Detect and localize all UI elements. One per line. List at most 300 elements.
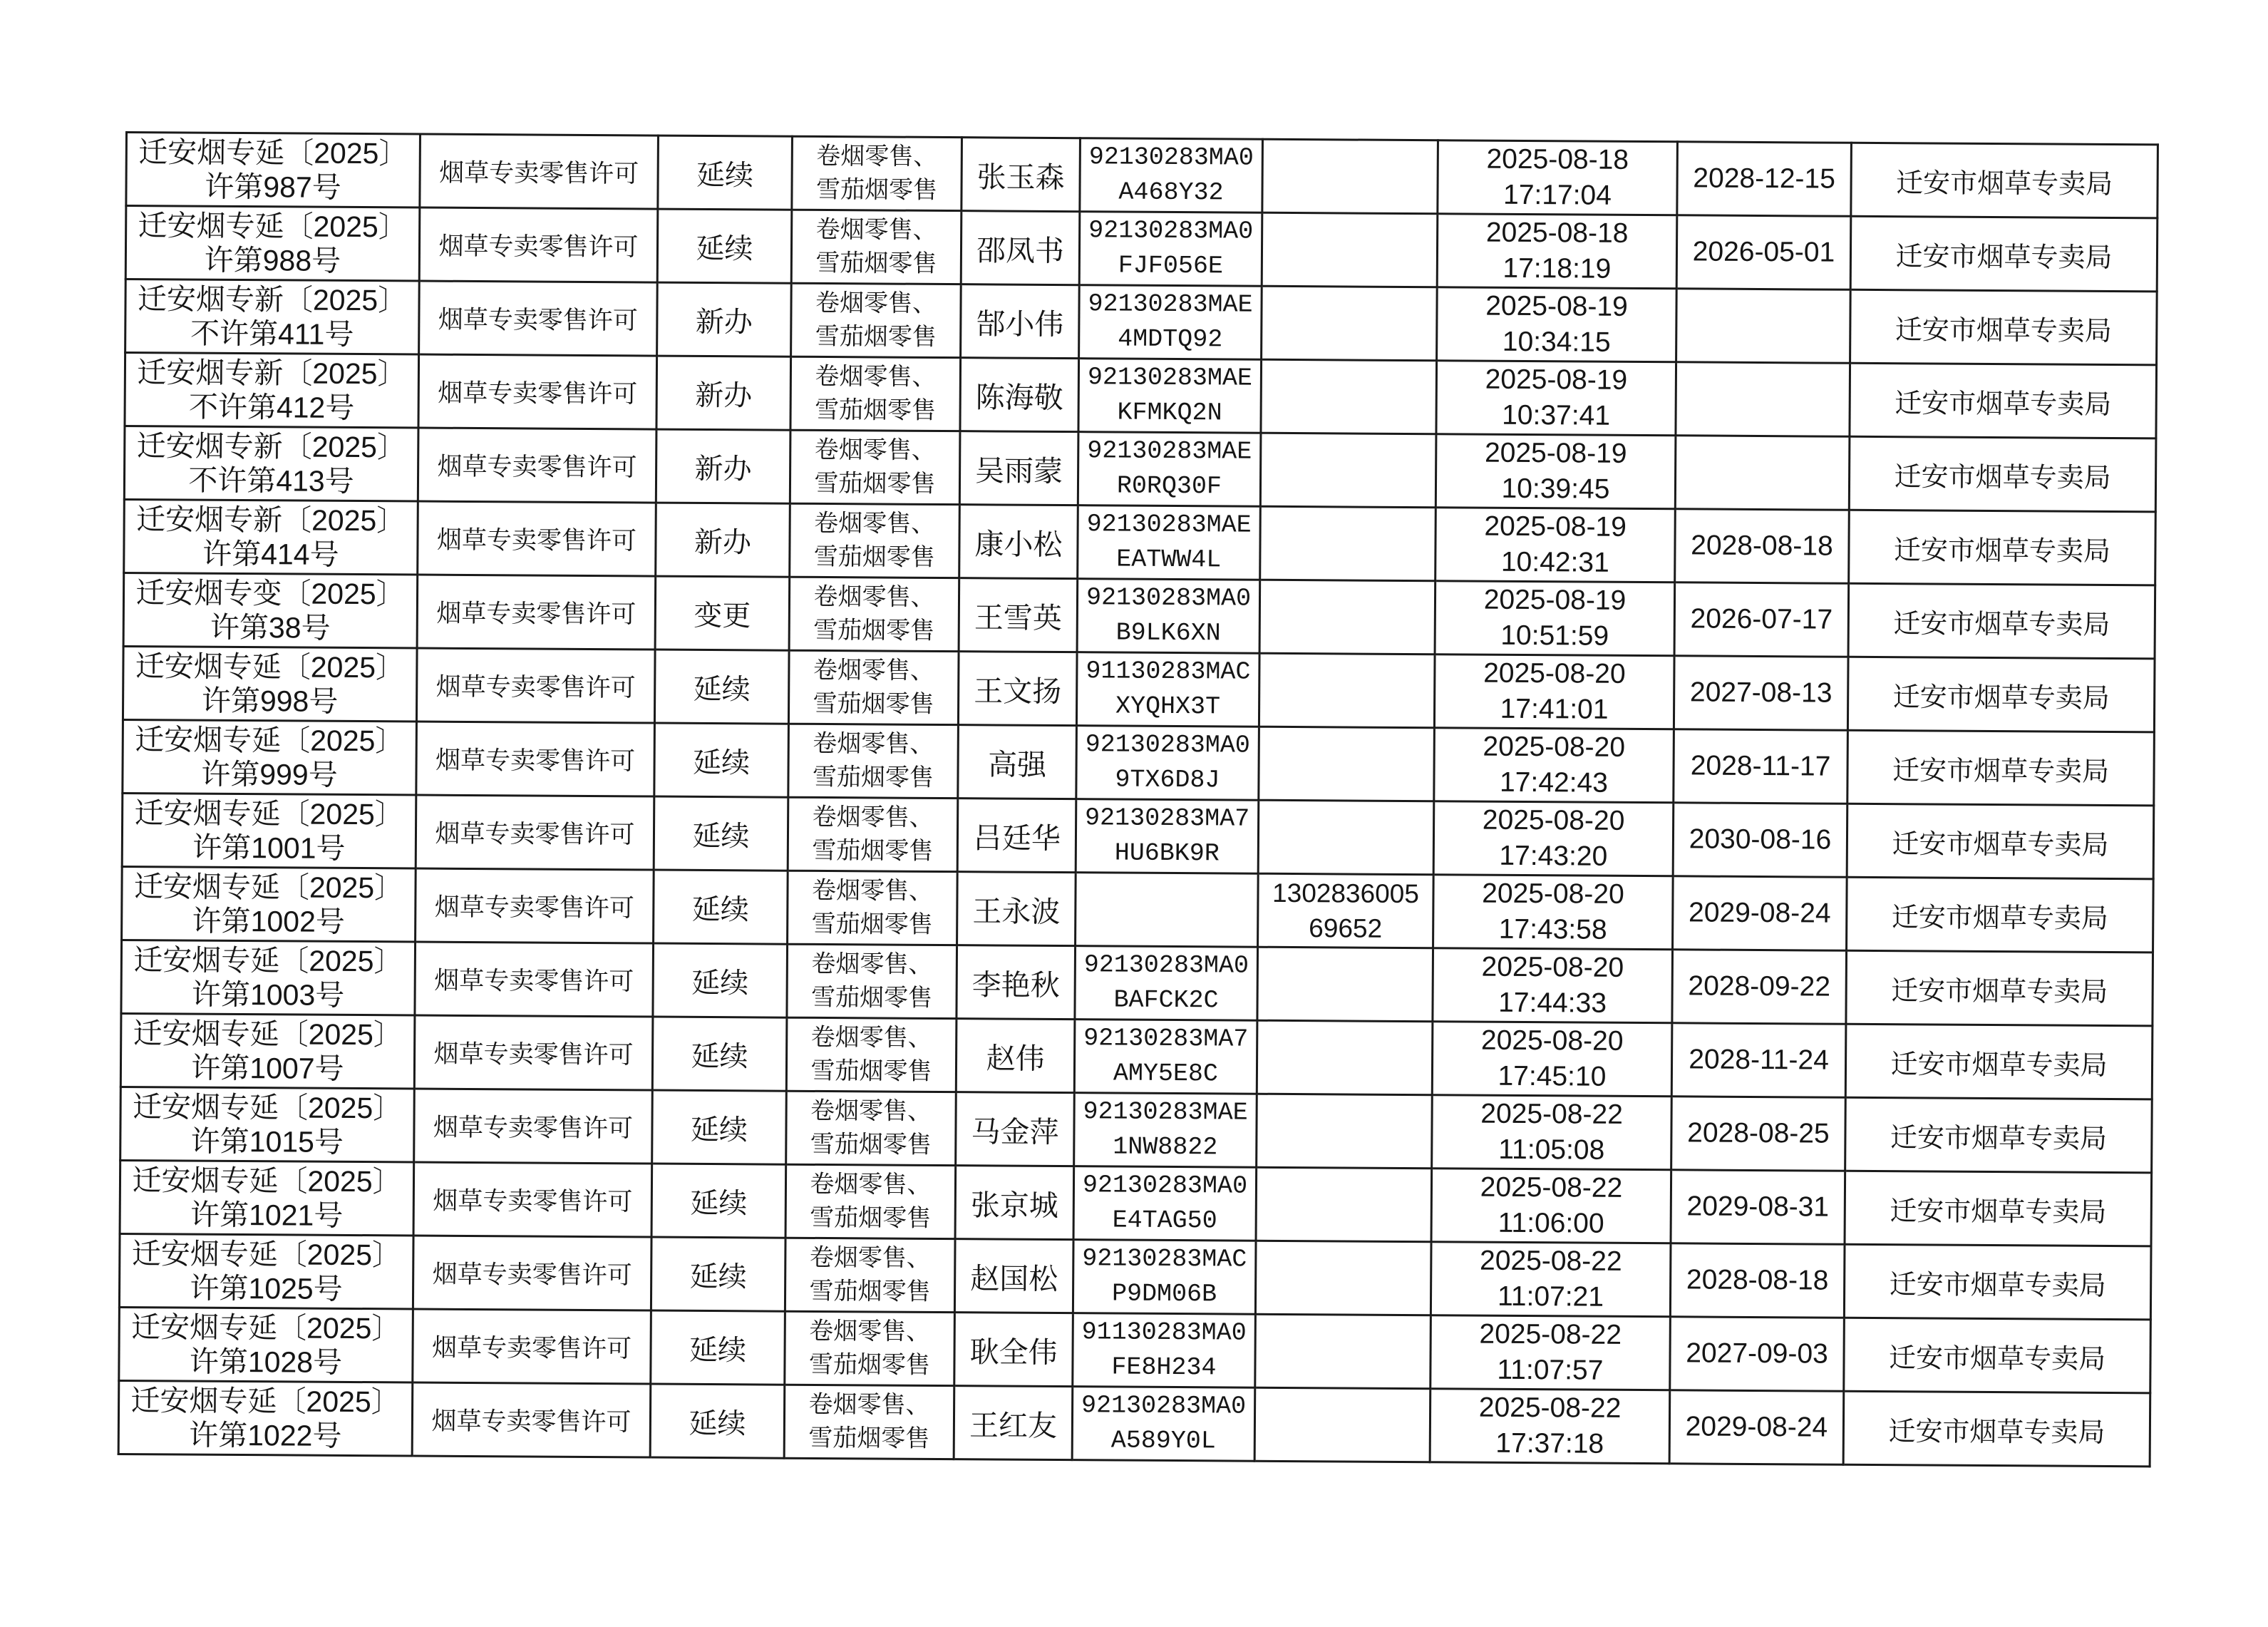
holder-name-cell: 吕廷华 [957,799,1076,873]
credit-code-line-1: 92130283MA0 [1088,143,1254,173]
business-scope-line-2: 雪茄烟零售 [808,1350,931,1379]
issuing-authority-cell: 迁安市烟草专卖局 [1844,1244,2151,1320]
table-row [126,133,2158,218]
credit-code-line-1: 92130283MA0 [1081,1391,1247,1421]
license-type-cell: 烟草专卖零售许可 [419,281,658,356]
license-type-cell: 烟草专卖零售许可 [414,1015,653,1090]
decision-date: 2025-08-20 [1481,951,1624,983]
id-number-line-1 [1267,323,1431,324]
id-number-cell [1254,1387,1431,1462]
license-type-cell: 烟草专卖零售许可 [413,1162,652,1237]
credit-code-line-2: FJF056E [1118,251,1224,281]
holder-name-cell: 高强 [958,725,1077,799]
business-scope-line-1: 卷烟零售、 [811,950,933,978]
permit-number-cell [126,133,421,208]
permit-number-line-1: 迁安烟专延〔2025〕 [134,796,404,831]
issuing-authority-cell: 迁安市烟草专卖局 [1843,1391,2150,1467]
license-type-cell: 烟草专卖零售许可 [412,1382,651,1457]
business-scope-cell [790,430,960,504]
license-kind-cell: 延续 [654,796,788,871]
business-scope-cell [786,1091,957,1165]
credit-code-line-2: FE8H234 [1111,1353,1217,1382]
decision-datetime-cell [1433,948,1673,1023]
id-number-line-1 [1262,1057,1427,1058]
credit-code-cell [1073,1313,1256,1388]
license-type-cell: 烟草专卖零售许可 [416,722,655,796]
table-row [119,1307,2151,1392]
permit-number-line-1: 迁安烟专延〔2025〕 [133,870,404,905]
credit-code-cell [1079,285,1262,360]
credit-code-cell [1076,873,1259,948]
permit-number-line-2: 许第999号 [201,757,338,791]
id-number-cell [1257,1094,1433,1169]
decision-datetime-cell [1432,1095,1672,1170]
credit-code-line-1: 92130283MAC [1082,1244,1247,1274]
decision-date: 2025-08-20 [1482,804,1625,836]
expiry-date-cell [1676,289,1851,363]
business-scope-cell [789,577,959,651]
permit-number-line-1: 迁安烟专延〔2025〕 [133,1017,403,1052]
credit-code-line-2: XYQHX3T [1115,692,1221,722]
credit-code-line-2: R0RQ30F [1116,471,1222,501]
holder-name-cell: 郜小伟 [961,284,1080,359]
decision-datetime-cell [1438,140,1678,215]
id-number-line-1 [1263,984,1428,985]
expiry-date-cell: 2029-08-24 [1669,1390,1844,1464]
license-kind-cell: 新办 [656,356,791,430]
id-number-line-1 [1267,396,1431,397]
id-number-line-2 [1262,1057,1427,1058]
permit-number-cell [121,940,416,1015]
holder-name-cell: 邵凤书 [961,211,1080,285]
credit-code-line-1: 92130283MAE [1088,289,1253,319]
permit-number-line-1: 迁安烟专变〔2025〕 [135,576,406,611]
table-row [119,1233,2151,1319]
credit-code-line-1: 92130283MAE [1086,510,1252,540]
permit-number-line-2: 许第998号 [201,684,339,718]
permit-number-line-2: 许第1022号 [189,1418,342,1452]
id-number-cell [1257,1020,1433,1095]
business-scope-cell [788,797,958,871]
table-row [122,793,2154,878]
permit-number-line-1: 迁安烟专延〔2025〕 [131,1310,401,1345]
decision-date: 2025-08-22 [1479,1318,1622,1350]
permit-number-line-1: 迁安烟专延〔2025〕 [138,209,408,244]
id-number-line-2 [1264,690,1429,691]
decision-datetime-cell [1437,287,1677,362]
business-scope-line-2: 雪茄烟零售 [814,469,936,498]
id-number-line-1 [1266,543,1431,544]
permit-number-line-1: 迁安烟专新〔2025〕 [136,429,407,464]
table-row [123,573,2155,658]
license-type-cell: 烟草专卖零售许可 [416,795,654,870]
permit-number-line-2: 许第1001号 [192,831,346,865]
permit-number-line-2: 许第1015号 [190,1124,344,1159]
credit-code-line-1: 92130283MA0 [1088,216,1254,246]
license-kind-cell: 延续 [651,1310,785,1385]
license-type-cell: 烟草专卖零售许可 [414,1089,653,1164]
license-kind-cell: 延续 [654,723,789,797]
credit-code-line-1: 91130283MA0 [1081,1318,1247,1348]
id-number-cell [1262,286,1438,361]
issuing-authority-cell: 迁安市烟草专卖局 [1848,583,2155,659]
decision-datetime-cell [1437,214,1677,289]
license-type-cell: 烟草专卖零售许可 [418,354,657,429]
business-scope-line-1: 卷烟零售、 [815,362,937,391]
license-type-cell: 烟草专卖零售许可 [418,428,656,503]
permit-number-cell [125,353,419,428]
credit-code-cell [1078,505,1261,580]
business-scope-line-1: 卷烟零售、 [813,582,935,611]
credit-code-line-1: 92130283MA7 [1083,1024,1249,1054]
credit-code-cell [1080,138,1263,213]
license-kind-cell: 延续 [652,1090,787,1164]
holder-name-cell: 张京城 [955,1166,1074,1240]
permit-table [118,131,2159,1467]
expiry-date-cell: 2026-07-17 [1674,582,1849,657]
business-scope-line-1: 卷烟零售、 [812,803,934,831]
decision-time: 10:51:59 [1500,620,1609,652]
permit-number-line-2: 不许第411号 [190,317,354,351]
decision-datetime-cell [1431,1315,1671,1390]
credit-code-cell [1073,1166,1257,1241]
expiry-date-cell: 2029-08-24 [1673,876,1847,950]
issuing-authority-cell: 迁安市烟草专卖局 [1845,1024,2153,1099]
id-number-cell [1258,800,1434,875]
decision-datetime-cell [1431,1169,1671,1243]
decision-time: 17:37:18 [1495,1427,1604,1459]
table-row [120,1087,2153,1172]
credit-code-line-2: KFMKQ2N [1117,398,1222,428]
credit-code-line-2: AMY5E8C [1113,1059,1219,1089]
credit-code-cell [1076,726,1259,801]
permit-number-line-2: 许第1025号 [190,1271,343,1305]
id-number-line-2 [1267,323,1431,324]
permit-number-cell [119,1307,413,1382]
license-kind-cell: 延续 [657,209,792,283]
business-scope-line-2: 雪茄烟零售 [809,1277,931,1305]
business-scope-line-2: 雪茄烟零售 [812,836,934,865]
decision-time: 17:42:43 [1499,766,1608,799]
permit-number-line-1: 迁安烟专新〔2025〕 [137,356,407,391]
holder-name-cell: 耿全伟 [954,1313,1073,1387]
expiry-date-cell: 2028-08-25 [1671,1097,1846,1171]
credit-code-line-2: P9DM06B [1111,1279,1217,1309]
id-number-cell [1260,506,1436,581]
credit-code-line-2: BAFCK2C [1113,985,1219,1015]
business-scope-line-2: 雪茄烟零售 [810,1130,932,1159]
license-type-cell: 烟草专卖零售许可 [418,501,656,576]
permit-number-cell [122,793,416,868]
decision-time: 11:07:21 [1497,1280,1604,1313]
business-scope-cell [790,503,960,578]
permit-number-line-2: 许第987号 [205,170,341,204]
permit-number-line-2: 许第414号 [202,537,339,571]
permit-table-body [118,133,2158,1467]
decision-datetime-cell [1432,1022,1672,1097]
id-number-cell [1259,727,1435,801]
credit-code-line-2: A468Y32 [1118,178,1224,207]
expiry-date-cell [1676,362,1850,436]
credit-code-line-1: 92130283MA0 [1083,950,1249,980]
business-scope-line-1: 卷烟零售、 [814,436,936,464]
id-number-line-2: 69652 [1309,913,1383,943]
permit-number-line-2: 许第1028号 [189,1345,343,1379]
license-kind-cell: 变更 [655,576,790,650]
business-scope-cell [788,724,959,798]
permit-number-line-1: 迁安烟专延〔2025〕 [131,1237,402,1272]
business-scope-line-1: 卷烟零售、 [814,509,936,538]
license-kind-cell: 延续 [651,1237,785,1311]
holder-name-cell: 王雪英 [959,578,1078,652]
decision-datetime-cell [1434,655,1674,729]
expiry-date-cell: 2027-09-03 [1670,1317,1845,1391]
credit-code-line-1: 92130283MAE [1087,363,1253,393]
credit-code-cell [1078,359,1262,433]
license-type-cell: 烟草专卖零售许可 [419,207,658,282]
business-scope-line-2: 雪茄烟零售 [815,249,937,277]
holder-name-cell: 张玉森 [962,138,1081,212]
credit-code-line-2: A589Y0L [1110,1426,1216,1456]
decision-date: 2025-08-20 [1483,731,1626,763]
business-scope-cell [791,210,962,284]
business-scope-line-2: 雪茄烟零售 [815,175,938,204]
permit-number-line-1: 迁安烟专延〔2025〕 [135,650,406,684]
id-number-line-1 [1261,1351,1426,1352]
permit-number-line-2: 不许第413号 [188,463,354,498]
decision-date: 2025-08-20 [1482,878,1624,910]
id-number-cell [1262,139,1438,214]
business-scope-line-2: 雪茄烟零售 [808,1424,930,1452]
id-number-cell [1262,212,1438,287]
expiry-date-cell: 2027-08-13 [1674,656,1848,730]
decision-date: 2025-08-18 [1485,217,1629,249]
decision-date: 2025-08-19 [1485,290,1628,322]
decision-date: 2025-08-19 [1483,584,1627,616]
credit-code-cell [1072,1387,1255,1462]
decision-date: 2025-08-19 [1484,437,1627,469]
decision-time: 11:07:57 [1497,1354,1604,1386]
expiry-date-cell [1675,436,1850,510]
credit-code-line-2: B9LK6XN [1115,618,1221,648]
issuing-authority-cell: 迁安市烟草专卖局 [1850,216,2158,292]
expiry-date-cell: 2028-12-15 [1677,142,1852,216]
expiry-date-cell: 2026-05-01 [1676,215,1851,289]
permit-number-cell [123,646,417,722]
business-scope-line-2: 雪茄烟零售 [815,322,937,351]
decision-date: 2025-08-22 [1478,1392,1622,1424]
credit-code-line-1: 92130283MAE [1087,436,1252,466]
decision-time: 17:43:20 [1499,840,1608,872]
license-kind-cell: 新办 [656,429,790,503]
permit-number-cell [122,866,416,942]
business-scope-line-2: 雪茄烟零售 [815,396,937,424]
holder-name-cell: 李艳秋 [957,945,1076,1020]
permit-number-line-2: 许第988号 [204,243,341,277]
expiry-date-cell: 2028-11-17 [1674,729,1848,804]
permit-number-line-1: 迁安烟专延〔2025〕 [130,1384,401,1419]
credit-code-line-2: E4TAG50 [1112,1206,1217,1236]
table-row [125,206,2158,292]
credit-code-cell [1074,1020,1257,1094]
issuing-authority-cell: 迁安市烟草专卖局 [1846,950,2153,1026]
permit-number-line-1: 迁安烟专延〔2025〕 [132,1164,402,1199]
business-scope-cell [791,283,962,357]
credit-code-line-2: 4MDTQ92 [1118,324,1223,354]
business-scope-cell [786,1017,957,1092]
permit-number-line-2: 许第1021号 [190,1198,344,1232]
decision-time: 10:39:45 [1501,473,1610,505]
permit-number-line-2: 许第1002号 [192,904,345,938]
decision-date: 2025-08-18 [1486,143,1629,175]
table-row [123,646,2155,732]
credit-code-cell [1074,1093,1257,1168]
decision-datetime-cell [1433,801,1674,876]
holder-name-cell: 吴雨蒙 [959,431,1078,505]
id-number-line-2 [1264,837,1428,838]
id-number-line-2 [1266,543,1431,544]
business-scope-line-1: 卷烟零售、 [816,142,938,170]
license-type-cell: 烟草专卖零售许可 [415,942,654,1017]
license-type-cell: 烟草专卖零售许可 [413,1236,651,1310]
permit-number-line-1: 迁安烟专新〔2025〕 [137,282,408,317]
permit-number-cell [123,719,417,795]
business-scope-line-1: 卷烟零售、 [809,1317,931,1345]
decision-date: 2025-08-19 [1484,510,1627,543]
decision-datetime-cell [1435,508,1676,582]
expiry-date-cell: 2030-08-16 [1673,803,1847,877]
license-kind-cell: 延续 [653,943,788,1017]
issuing-authority-cell: 迁安市烟草专卖局 [1847,804,2154,879]
issuing-authority-cell: 迁安市烟草专卖局 [1847,657,2155,732]
business-scope-line-2: 雪茄烟零售 [810,1203,932,1232]
id-number-cell [1256,1167,1432,1242]
permit-number-cell [124,426,418,502]
business-scope-cell [788,650,959,724]
issuing-authority-cell: 迁安市烟草专卖局 [1851,143,2158,218]
permit-number-line-1: 迁安烟专延〔2025〕 [135,723,405,758]
table-row [122,866,2154,952]
expiry-date-cell: 2028-08-18 [1675,509,1850,583]
expiry-date-cell: 2029-08-31 [1671,1170,1845,1244]
business-scope-cell [785,1238,955,1312]
decision-time: 17:17:04 [1502,179,1612,211]
id-number-line-1 [1262,1204,1426,1205]
table-row [125,279,2158,365]
credit-code-line-1 [1081,909,1252,910]
credit-code-cell [1077,579,1260,654]
id-number-line-2 [1263,984,1428,985]
permit-number-line-2: 许第38号 [210,610,331,645]
decision-time: 17:44:33 [1498,987,1607,1019]
decision-datetime-cell [1435,581,1675,656]
license-kind-cell: 延续 [652,1017,787,1091]
license-type-cell: 烟草专卖零售许可 [413,1309,651,1384]
decision-datetime-cell [1433,875,1674,950]
credit-code-line-2: 9TX6D8J [1115,765,1220,795]
id-number-cell [1255,1314,1431,1389]
business-scope-line-1: 卷烟零售、 [809,1243,931,1272]
id-number-line-2 [1267,396,1431,397]
table-row [121,940,2153,1025]
business-scope-line-1: 卷烟零售、 [815,289,937,317]
license-kind-cell: 延续 [651,1164,786,1238]
decision-date: 2025-08-22 [1479,1245,1622,1277]
decision-time: 10:34:15 [1502,326,1611,358]
credit-code-line-1: 92130283MA0 [1082,1171,1248,1201]
id-number-line-1: 1302836005 [1272,878,1420,909]
table-row [124,499,2156,585]
id-number-line-1 [1264,690,1429,691]
decision-time: 17:45:10 [1498,1060,1607,1092]
id-number-line-2 [1261,1351,1426,1352]
permit-number-cell [125,206,420,282]
issuing-authority-cell: 迁安市烟草专卖局 [1850,363,2157,438]
business-scope-cell [787,944,957,1018]
business-scope-cell [785,1311,955,1385]
license-kind-cell: 延续 [654,650,789,724]
credit-code-cell [1078,432,1261,507]
issuing-authority-cell: 迁安市烟草专卖局 [1850,289,2158,365]
id-number-line-2 [1262,1204,1426,1205]
license-type-cell: 烟草专卖零售许可 [420,134,659,209]
expiry-date-cell: 2028-11-24 [1671,1023,1846,1097]
business-scope-line-2: 雪茄烟零售 [813,543,935,571]
id-number-cell [1259,580,1435,655]
permit-number-cell [120,1160,414,1236]
holder-name-cell: 赵伟 [956,1019,1075,1093]
id-number-line-2 [1268,176,1433,177]
id-number-line-1 [1268,176,1433,177]
decision-time: 17:18:19 [1502,252,1612,284]
holder-name-cell: 王文扬 [958,652,1077,726]
id-number-line-1 [1266,470,1431,471]
id-number-cell [1258,873,1434,948]
credit-code-cell [1075,946,1258,1021]
permit-number-cell [123,573,418,648]
permit-number-line-1: 迁安烟专延〔2025〕 [133,943,403,978]
table-row [124,426,2156,512]
business-scope-cell [784,1385,954,1459]
issuing-authority-cell: 迁安市烟草专卖局 [1844,1318,2151,1393]
decision-datetime-cell [1430,1389,1670,1464]
permit-number-line-2: 许第1003号 [191,977,345,1012]
business-scope-line-1: 卷烟零售、 [813,656,935,684]
permit-number-line-2: 不许第412号 [188,390,355,424]
issuing-authority-cell: 迁安市烟草专卖局 [1849,510,2156,585]
expiry-date-cell: 2028-08-18 [1670,1243,1845,1318]
permit-number-line-1: 迁安烟专延〔2025〕 [138,135,408,170]
license-kind-cell: 延续 [654,870,788,944]
business-scope-line-2: 雪茄烟零售 [812,763,934,791]
credit-code-cell [1076,652,1259,727]
id-number-cell [1261,359,1437,434]
credit-code-cell [1073,1240,1256,1315]
business-scope-line-2: 雪茄烟零售 [810,983,933,1012]
permit-number-cell [120,1013,415,1089]
credit-code-line-2: HU6BK9R [1114,838,1220,868]
holder-name-cell: 康小松 [959,505,1078,579]
credit-code-line-1: 92130283MA0 [1086,583,1252,613]
decision-time: 11:06:00 [1498,1207,1604,1239]
business-scope-cell [788,871,958,945]
license-kind-cell: 延续 [650,1384,785,1458]
issuing-authority-cell: 迁安市烟草专卖局 [1847,877,2154,953]
business-scope-line-2: 雪茄烟零售 [811,910,933,938]
decision-date: 2025-08-22 [1480,1098,1623,1130]
permit-number-cell [124,499,418,575]
business-scope-cell [790,356,961,431]
